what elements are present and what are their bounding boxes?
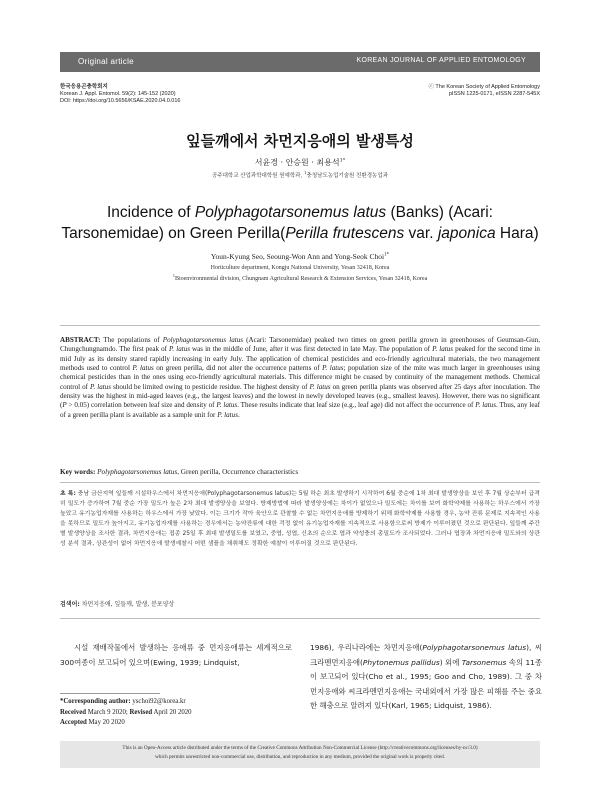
corresponding-email[interactable]: yschoi92@korea.kr [130,698,186,705]
journal-reference: Korean J. Appl. Entomol. 59(2): 145-152 (2020) [60,91,176,97]
keywords: Key words: Polyphagotarsonemus latus, Green perilla, Occurrence characteristics [60,468,299,476]
keywords-korean: 검색어: 차먼지응애, 잎들깨, 발생, 분포양상 [60,601,175,608]
journal-korean-name: 한국응용곤충학회지 [60,84,108,90]
affiliation-english: Horticulture department, Kongju National University, Yesan 32418, Korea $^1$Bioenvironmental division, Chungnam Agricultural Research & Extension Services, Yesan 32418, Korea [172,265,428,282]
society-block [429,84,541,98]
divider [60,618,540,619]
copyright-notice: ⓒ The Korean Society of Applied Entomology [428,84,540,90]
authors-english: Youn-Kyung Seo, Seoung-Won Ann and Yong-Seok Choi$^{1*}$ [210,252,390,261]
authors-korean: 서윤경 · 안승원 · 최용석$^{1*}$ [254,157,346,167]
divider [60,482,540,483]
divider [60,325,540,326]
open-access-notice: This is an Open-Access article distributed under the terms of the Creative Commons Attribution Non-Commercial License (http://creativecommons.org/licenses/by-nc/3.0) which permits unrestricted non-commercial use, distribution, and reproduction in any medium, provided the original work is properly cited. [60,741,540,768]
footnote: *Corresponding author: yschoi92@korea.kr Received March 9 2020; Revised April 20 2020 Accepted May 20 2020 [60,698,192,726]
footnote-rule [60,693,160,694]
body-column-left: 시설 재배작물에서 발생하는 응애류 중 먼지응애류는 세계적으로 300여종이 보고되어 있으며(Ewing, 1939; Lindquist, [60,643,292,667]
doi-link[interactable]: DOI: https://doi.org/10.5656/KSAE.2020.04.0.016 [60,98,181,104]
journal-header-bar [60,52,540,72]
body-column-right: 1986), 우리나라에는 차먼지응애(Polyphagotarsonemus latus), 씨크라멘먼지응애(Phytonemus pallidus) 외에 Tarsonemus 속의 11종이 보고되어 있다(Cho et al., 1995; Goo and Cho, 1989). 그 중 차먼지응애와 씨크라멘먼지응애는 국내외에서 가장 많은 피해를 주는 중요한 해충으로 알려져 있다(Karl, 1965; Lidquist, 1986). [310,643,542,711]
title-english: Incidence of Polyphagotarsonemus latus (Banks) (Acari: Tarsonemidae) on Green Perilla(Perilla frutescens var. japonica Hara) [61,204,539,242]
title-korean: 잎들깨에서 차먼지응애의 발생특성 [186,132,414,150]
issn: pISSN 1225-0171, eISSN 2287-545X [448,91,540,97]
affiliation-korean: 공주대학교 산업과학대학원 원예학과, $^1$충청남도농업기술원 친환경농업과 [211,170,388,179]
citation-block [60,84,180,105]
journal-name: KOREAN JOURNAL OF APPLIED ENTOMOLOGY [356,57,526,64]
abstract-korean: 초 록: 충남 금산지역 잎들깨 시설하우스에서 차먼지응애(Polyphagotarsonemus latus)는 5월 하순 최초 발생하기 시작하여 6월 중순에 1차 최대 발생양상을 보인 후 7월 상순부터 급격히 밀도가 증가하여 7월 중순 가장 밀도가 높은 2차 최대 발생양상을 보였다. 방제방법에 따라 발생양상에는 차이가 없었으나 밀도에는 차이를 보여 화학약제를 사용하는 하우스에서 가장 높았고 유기농업자재를 사용하는 하우스에서 가장 낮았다. 이는 크기가 작아 육안으로 관찰할 수 없는 차먼지응애를 방제하기 위해 화학약제를 사용할 경우, 농약 잔류 문제로 지속적인 사용을 못하므로 밀도가 높아지고, 유기농업자재를 사용하는 경우에서는 농약잔류에 대한 걱정 없이 유기농업자재를 지속적으로 사용함으로써 방제가 이루어졌던 것으로 판단된다. 잎들깨 주간별 발생양상을 조사한 결과, 차먼지응애는 접종 25일 후 최대 발생밀도를 보였고, 중엽, 성엽, 신초의 순으로 엽과 약성충의 총밀도가 조사되었다. 그러나 엽장과 차먼지응애 밀도와의 상관성 분석 결과, 상관성이 없어 차먼지응애 발생예찰시 어떤 샘플을 채취해도 정확한 예찰이 이루어질 것으로 판단된다. [60,491,540,547]
article-type: Original article [78,57,134,66]
abstract: ABSTRACT: The populations of Polyphagotarsonemus latus (Acari: Tarsonemidae) peaked two times on green perilla grown in greenhouses of Geumsan-Gun, Chungchungnamdo. The first peak of P. latus was in the middle of June, after it was first detected in late May. The population of P. latus peaked for the second time in mid July as its density stared rapidly increasing in early July. The application of chemical pesticides and eco-friendly agricultural materials, the two management methods used to control P. latus on green perilla, did not alter the occurrence patterns of P. latus; population size of the mite was much larger in greenhouses using chemical pesticides than in the ones using eco-friendly agricultural materials. This difference might be cuased by continuity of the management methods. Chemical control of P. latus should be limited owing to pesticide residue. The highest density of P. latus on green perilla plants was observed after 25 days after inoculation. The density was the highest in mid-aged leaves (e.g., the largest leaves) and the lowest in newly developed leaves (e.g., smallest leaves). However, there was no significant (P > 0.05) correlation between leaf size and density of P. latus. These results indicate that leaf size (e.g., leaf age) did not affect the occurrence of P. latus. Thus, any leaf of a green perilla plant is available as a sample unit for P. latus. [60,336,540,419]
